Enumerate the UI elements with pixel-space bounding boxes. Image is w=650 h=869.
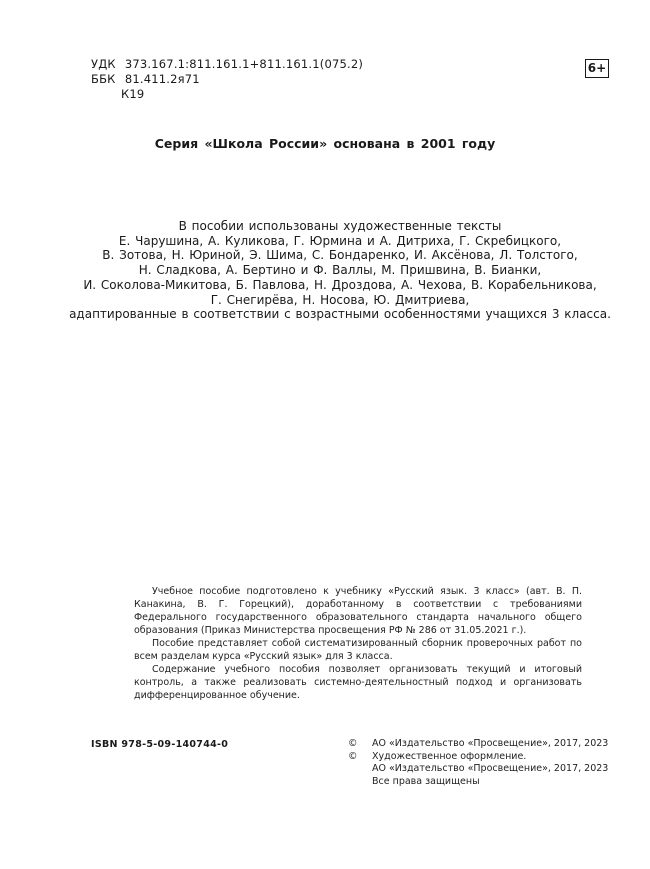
- authors-line: И. Соколова-Микитова, Б. Павлова, Н. Дроздова, А. Чехова, В. Корабельникова,: [83, 277, 597, 292]
- authors-line: Е. Чарушина, А. Куликова, Г. Юрмина и А. Дитриха, Г. Скребицкого,: [118, 233, 562, 248]
- copyright-line: АО «Издательство «Просвещение», 2017, 2023: [372, 738, 609, 749]
- udk-value: 373.167.1:811.161.1+811.161.1(075.2): [124, 57, 364, 71]
- authors-line: адаптированные в соответствии с возрастными особенностями учащихся 3 класса.: [69, 307, 611, 322]
- copyright-line: Художественное оформление.: [372, 750, 527, 762]
- authors-block: [60, 219, 620, 322]
- authors-line: Г. Снегирёва, Н. Носова, Ю. Дмитриева,: [210, 292, 470, 307]
- udk-row: [91, 57, 363, 72]
- copyright-symbol: ©: [348, 750, 358, 762]
- authors-line: В пособии использованы художественные тексты: [178, 219, 502, 233]
- series-line: Серия «Школа России» основана в 2001 году: [154, 136, 496, 151]
- authors-line: Н. Сладкова, А. Бертино и Ф. Валлы, М. Пришвина, В. Бианки,: [138, 263, 542, 278]
- copyright-block: [348, 738, 608, 788]
- description-block: [134, 585, 582, 702]
- copyright-symbol: ©: [348, 738, 358, 749]
- author-mark: К19: [121, 87, 145, 101]
- bbk-value: 81.411.2я71: [124, 72, 200, 86]
- description-paragraph: Пособие представляет собой систематизированный сборник проверочных работ по всем разделам курса «Русский язык» для 3 класса.: [134, 638, 582, 662]
- authors-line: В. Зотова, Н. Юриной, Э. Шима, С. Бондаренко, И. Аксёнова, Л. Толстого,: [102, 248, 578, 263]
- classification-codes: [91, 57, 363, 102]
- age-rating-badge: 6+: [585, 59, 609, 78]
- isbn: ISBN 978-5-09-140744-0: [91, 739, 229, 750]
- copyright-line: АО «Издательство «Просвещение», 2017, 2023: [372, 763, 609, 774]
- description-paragraph: Учебное пособие подготовлено к учебнику «Русский язык. 3 класс» (авт. В. П. Канакина, В. Г. Горецкий), доработанному в соответствии с требованиями Федерального государственного образовательного стандарта начального общего образования (Приказ Министерства просвещения РФ № 286 от 31.05.2021 г.).: [134, 586, 582, 636]
- copyright-line: Все права защищены: [372, 775, 480, 787]
- bbk-label: ББК: [91, 72, 116, 86]
- udk-label: УДК: [91, 57, 116, 71]
- bbk-row: [91, 72, 363, 87]
- description-paragraph: Содержание учебного пособия позволяет организовать текущий и итоговый контроль, а также реализовать системно-деятельностный подход и организовать дифференцированное обучение.: [134, 664, 582, 701]
